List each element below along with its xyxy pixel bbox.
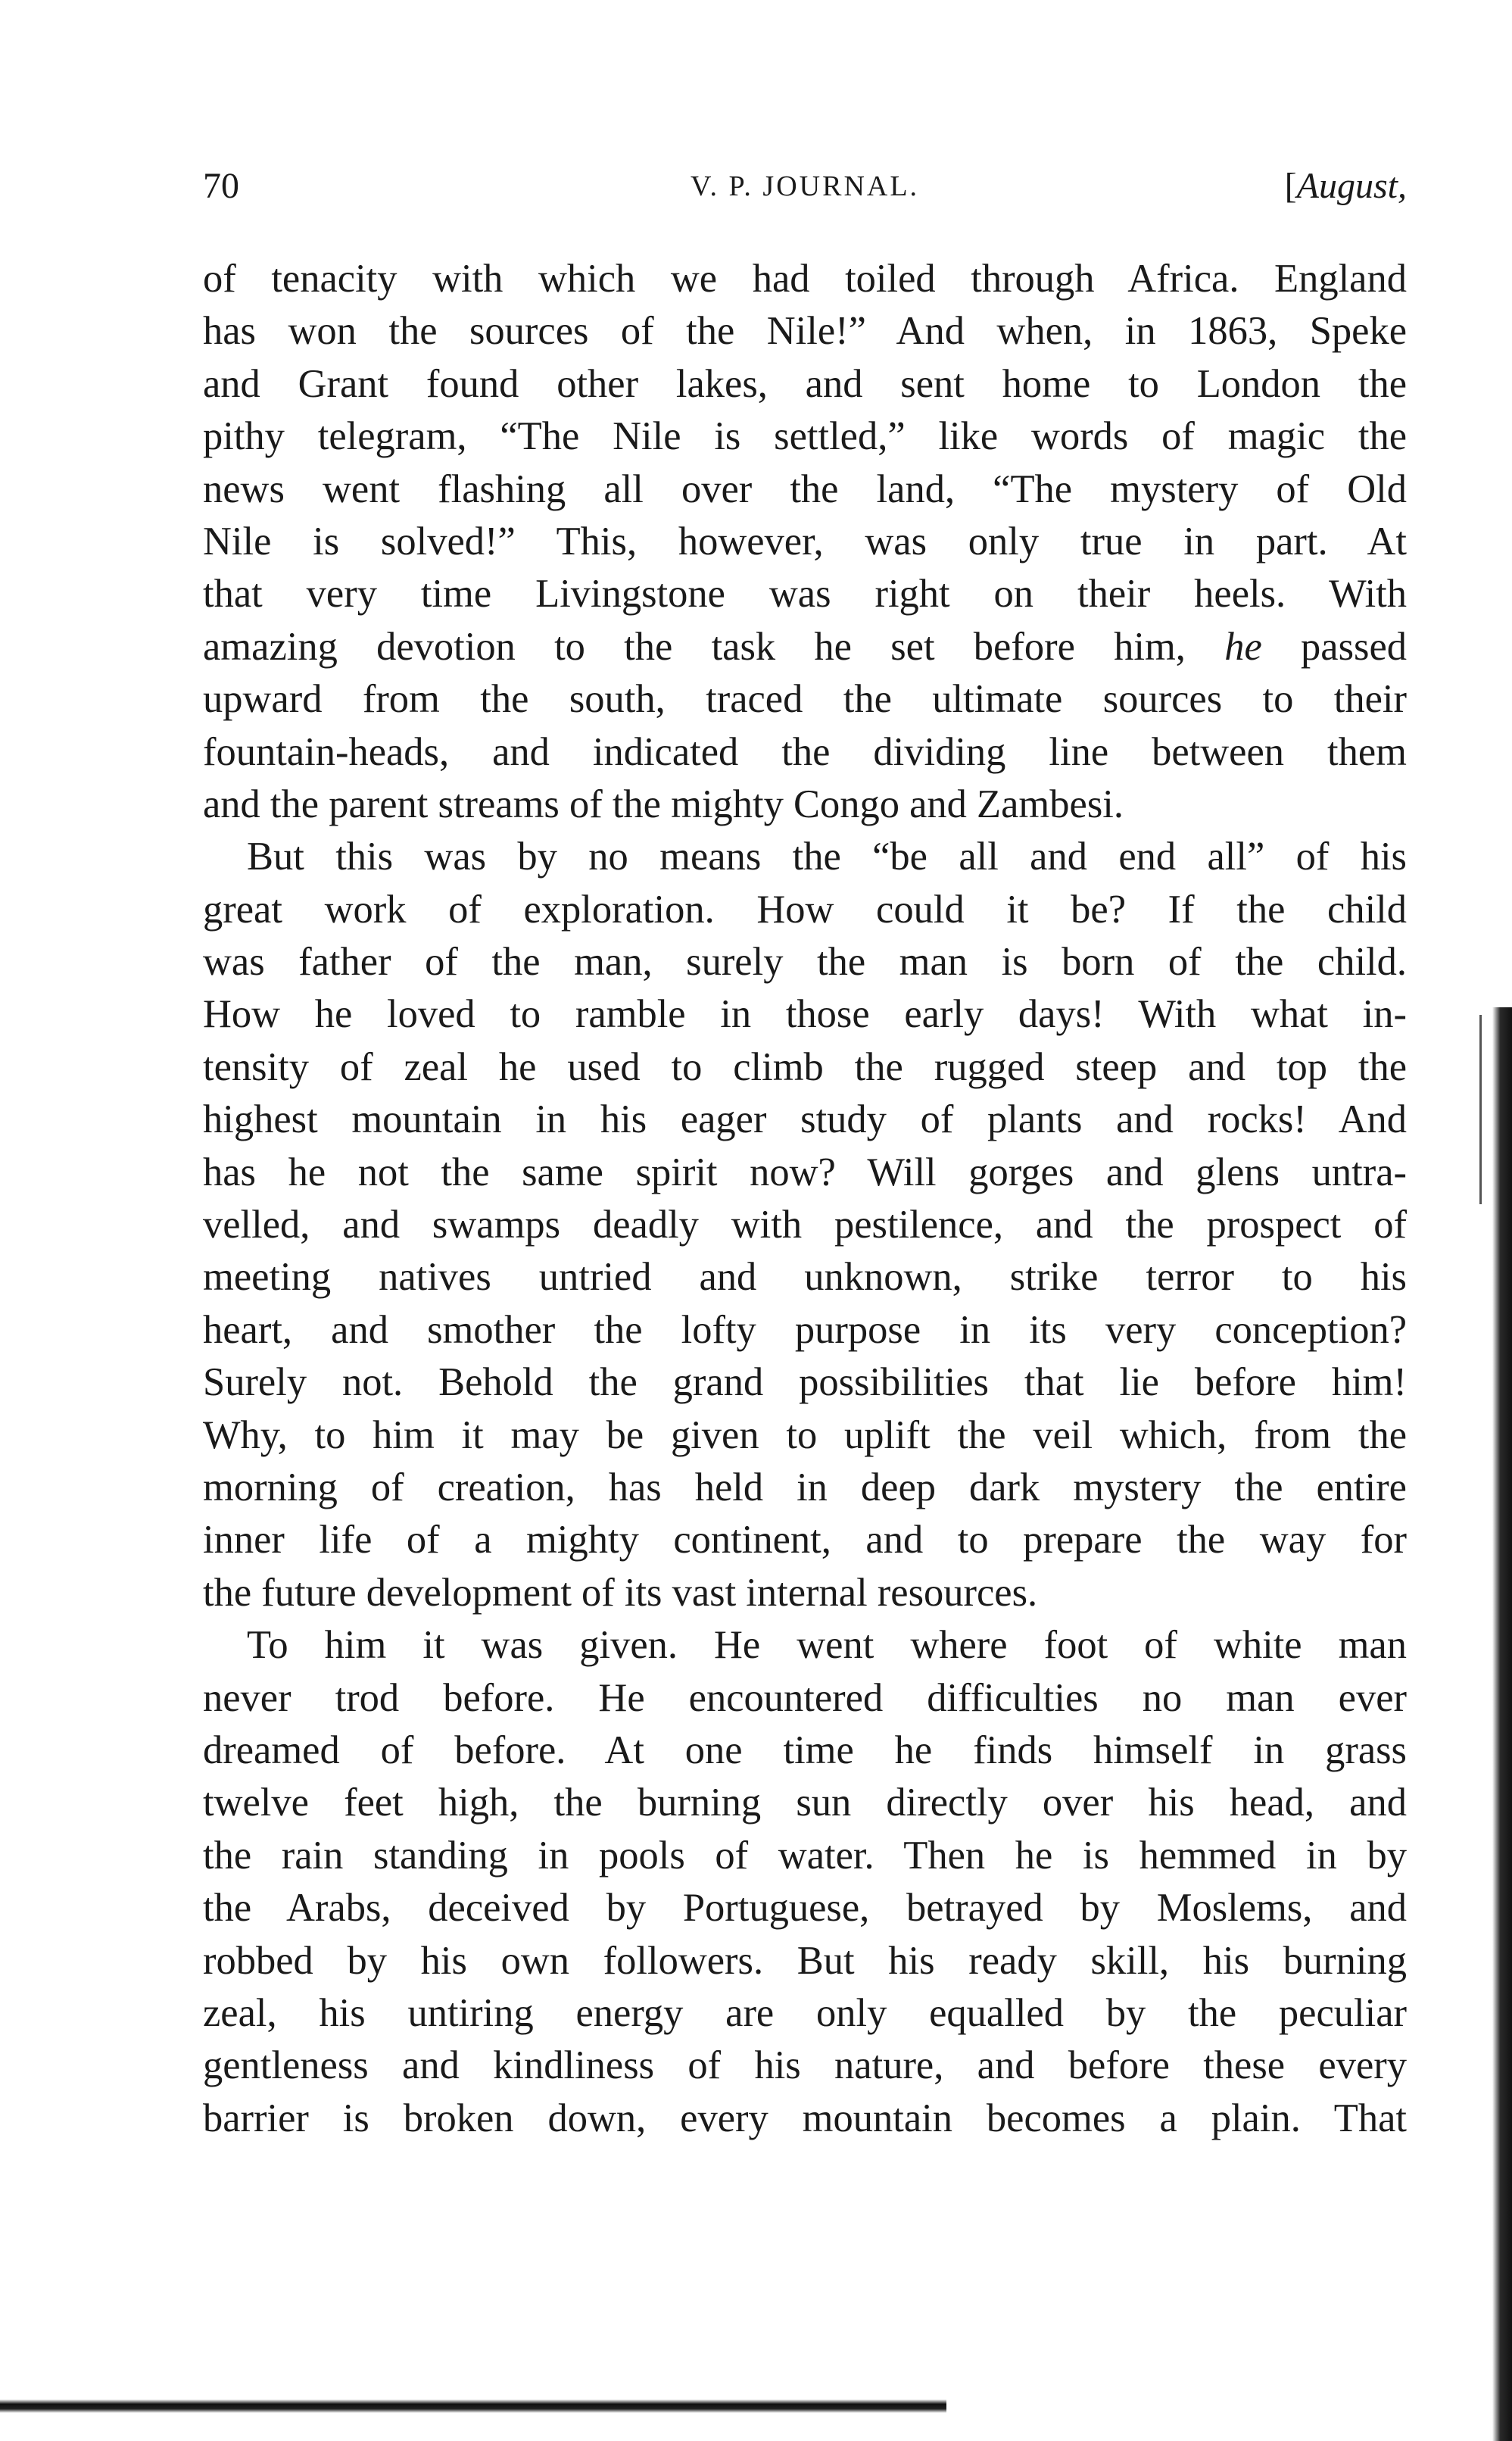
text-line: the Arabs, deceived by Portuguese, betrayed by Moslems, and	[203, 1886, 1407, 1931]
running-title: V. P. JOURNAL.	[690, 170, 920, 202]
scan-bottom-edge	[0, 2399, 946, 2413]
text-fragment: passed	[1301, 624, 1407, 669]
text-line: But this was by no means the “be all and end all” of his	[247, 835, 1407, 879]
text-line: pithy telegram, “The Nile is settled,” like words of magic the	[203, 414, 1407, 459]
text-line: gentleness and kindliness of his nature, and before these every	[203, 2043, 1407, 2088]
text-line: fountain-heads, and indicated the dividing line between them	[203, 729, 1407, 774]
text-line: Why, to him it may be given to uplift the veil which, from the	[203, 1412, 1407, 1457]
text-line: of tenacity with which we had toiled through Africa. England	[203, 257, 1407, 301]
text-line: velled, and swamps deadly with pestilence, and the prospect of	[203, 1203, 1407, 1247]
text-line: robbed by his own followers. But his ready skill, his burning	[203, 1938, 1407, 1983]
running-date-month: August,	[1296, 166, 1407, 206]
text-line: zeal, his untiring energy are only equalled by the peculiar	[203, 1990, 1407, 2035]
text-line: news went flashing all over the land, “The mystery of Old	[203, 467, 1407, 511]
text-line: and the parent streams of the mighty Congo and Zambesi.	[203, 782, 1124, 826]
text-line: heart, and smother the lofty purpose in its very conception?	[203, 1307, 1407, 1352]
running-date	[1285, 165, 1407, 207]
text-line: never trod before. He encountered difficulties no man ever	[203, 1675, 1407, 1720]
text-line: To him it was given. He went where foot of white man	[247, 1623, 1407, 1668]
text-line: inner life of a mighty continent, and to prepare the way for	[203, 1518, 1407, 1562]
page-number: 70	[203, 166, 239, 206]
text-line: meeting natives untried and unknown, strike terror to his	[203, 1255, 1407, 1300]
text-line: that very time Livingstone was right on their heels. With	[203, 572, 1407, 616]
text-line: and Grant found other lakes, and sent home to London the	[203, 361, 1407, 406]
text-line: dreamed of before. At one time he finds himself in grass	[203, 1728, 1407, 1772]
text-line: great work of exploration. How could it be? If the child	[203, 887, 1407, 932]
text-line: twelve feet high, the burning sun directly over his head, and	[203, 1781, 1407, 1825]
text-line: barrier is broken down, every mountain becomes a plain. That	[203, 2096, 1407, 2140]
text-line: has he not the same spirit now? Will gorges and glens untra-	[203, 1150, 1407, 1194]
text-line: the rain standing in pools of water. Then he is hemmed in by	[203, 1833, 1407, 1878]
text-line: tensity of zeal he used to climb the rugged steep and top the	[203, 1044, 1407, 1089]
text-line: Surely not. Behold the grand possibilities that lie before him!	[203, 1360, 1407, 1405]
scan-binding-shadow	[1492, 1007, 1512, 2441]
scan-margin-mark	[1479, 1015, 1482, 1204]
text-line-with-italic	[203, 621, 1407, 673]
text-fragment: amazing devotion to the task	[203, 624, 776, 669]
running-date-bracket: [	[1284, 166, 1297, 206]
text-line: morning of creation, has held in deep dark mystery the entire	[203, 1465, 1407, 1509]
text-line: upward from the south, traced the ultimate sources to their	[203, 677, 1407, 722]
body-text	[203, 253, 1407, 2145]
running-header	[203, 165, 1407, 218]
text-line: Nile is solved!” This, however, was only true in part. At	[203, 519, 1407, 563]
text-line: the future development of its vast internal resources.	[203, 1570, 1038, 1615]
text-line: How he loved to ramble in those early days! With what in-	[203, 992, 1407, 1037]
text-line: has won the sources of the Nile!” And when, in 1863, Speke	[203, 309, 1407, 354]
text-fragment: he set before him,	[814, 624, 1186, 669]
italic-word: he	[1224, 624, 1262, 669]
text-line: highest mountain in his eager study of plants and rocks! And	[203, 1097, 1407, 1142]
text-line: was father of the man, surely the man is born of the child.	[203, 940, 1407, 985]
